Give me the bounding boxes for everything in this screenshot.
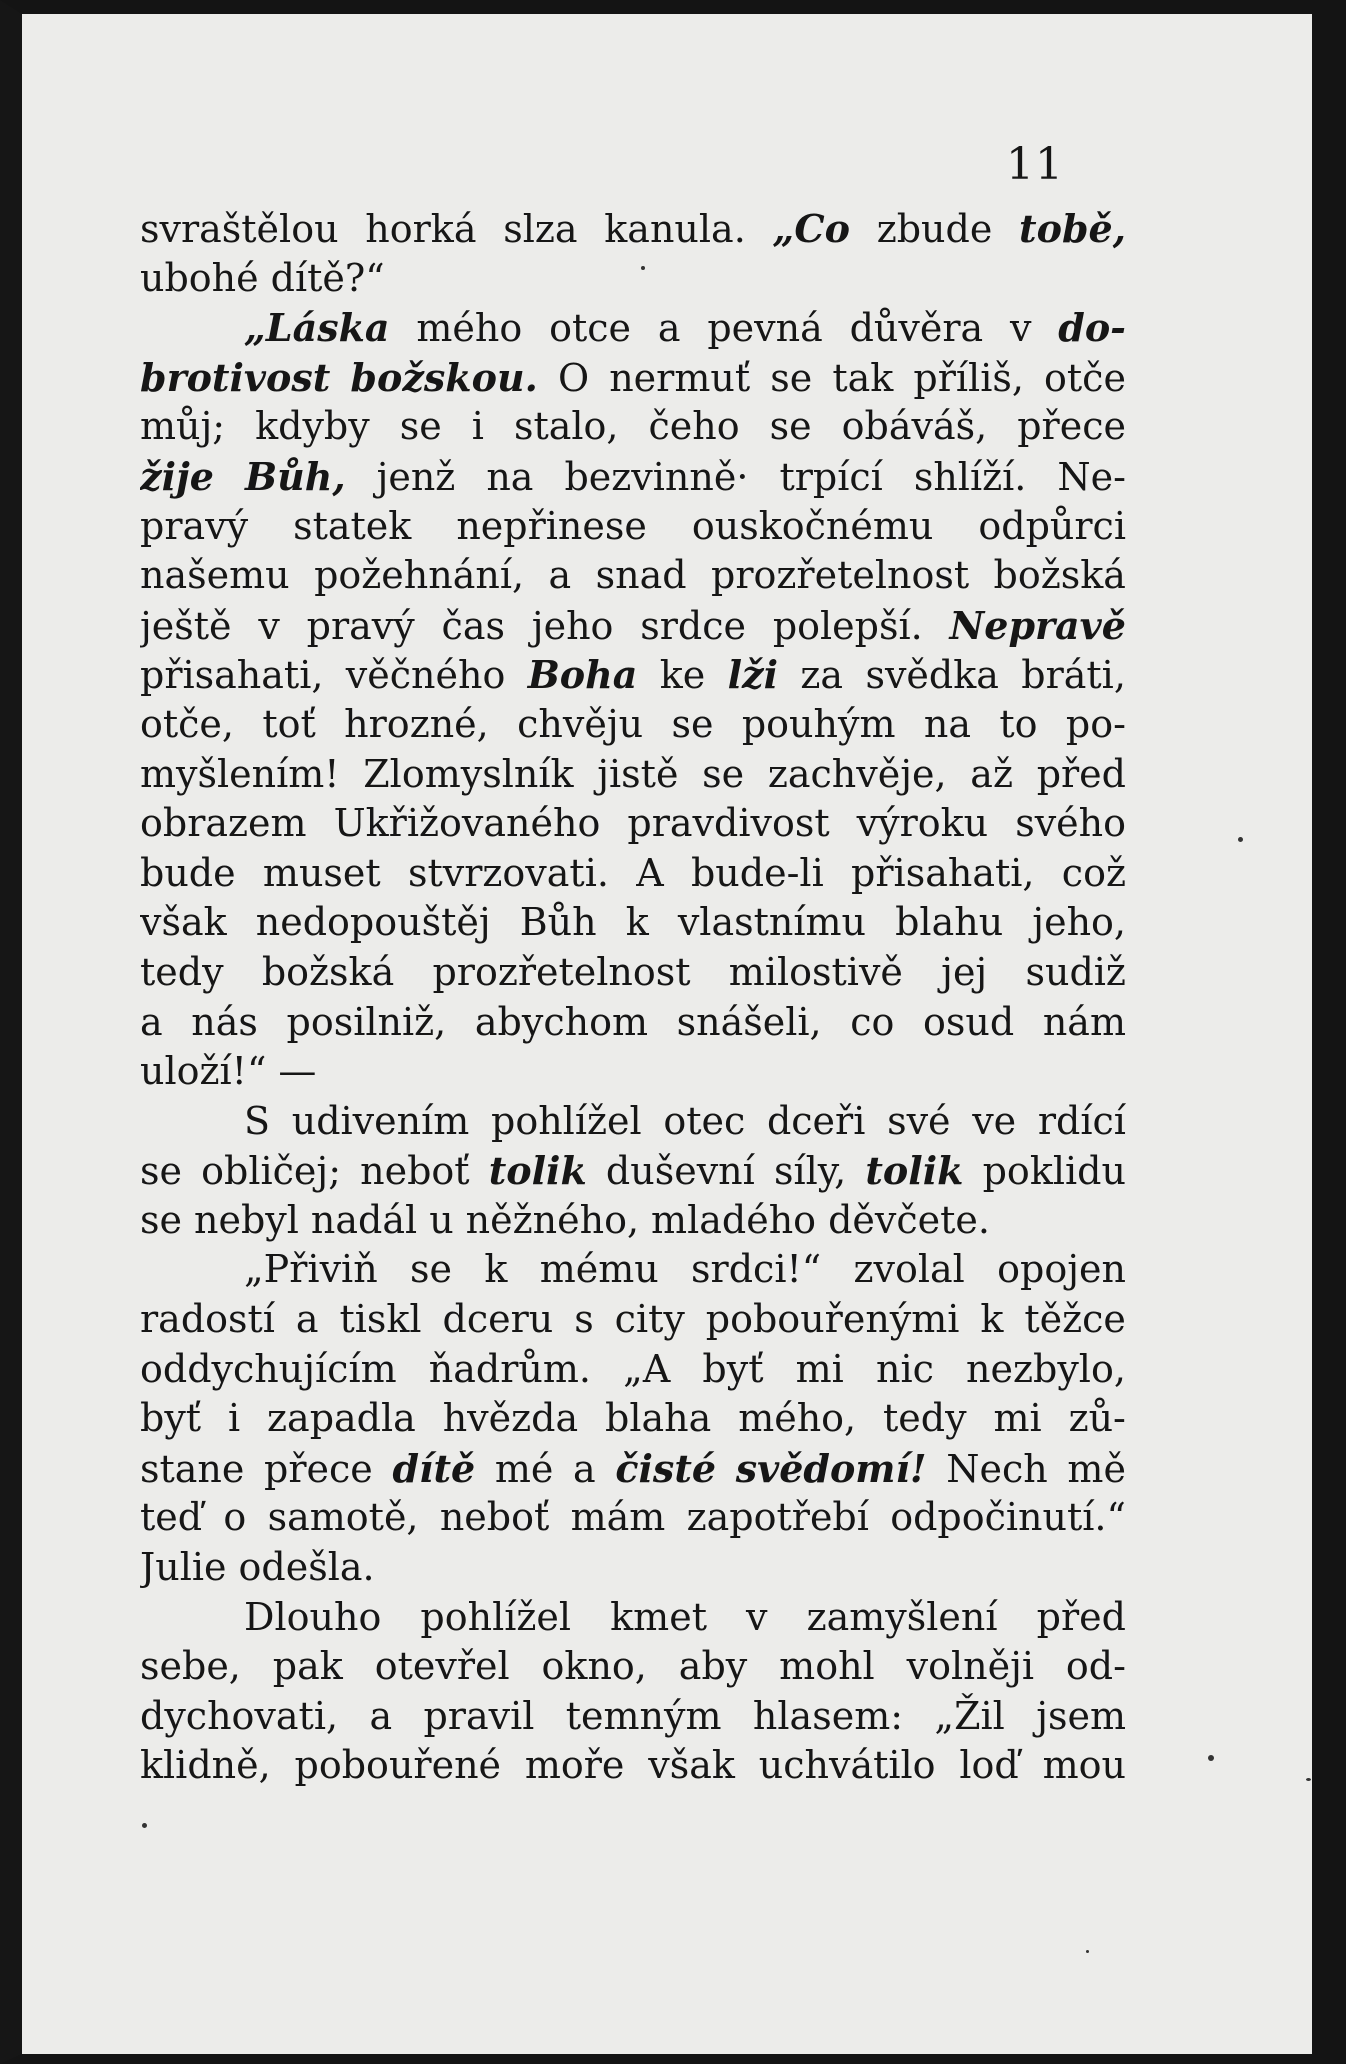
word: dceru — [442, 1297, 554, 1342]
word: přisahati, — [140, 653, 324, 698]
word: obáváš, — [841, 404, 988, 449]
word: udivením — [291, 1098, 470, 1143]
word: i — [227, 1396, 241, 1441]
word: samotě, — [267, 1495, 419, 1540]
word: zbude — [876, 207, 993, 251]
word: nermuť — [609, 355, 751, 400]
word: lži — [727, 652, 779, 698]
word: Boha — [527, 652, 638, 698]
word: až — [970, 751, 1013, 796]
word: srdci!“ — [691, 1247, 822, 1292]
word: se — [770, 355, 813, 400]
word: před — [1036, 751, 1126, 796]
word: zapadla — [267, 1396, 416, 1441]
word: posilniž, — [286, 999, 447, 1044]
text-line — [140, 303, 1126, 353]
word: tak — [832, 355, 894, 400]
word: těžce — [1024, 1297, 1126, 1342]
word: stalo, — [513, 404, 619, 449]
word: mi — [993, 1396, 1042, 1441]
word: volněji — [906, 1644, 1035, 1689]
word: — — [278, 1049, 317, 1094]
word: dítě — [392, 1445, 476, 1491]
word: a — [573, 1446, 596, 1491]
word: polepší. — [772, 603, 923, 648]
word: ňadrům. — [428, 1346, 591, 1391]
word: hrozné, — [344, 701, 489, 746]
word: jej — [941, 949, 988, 994]
text-line — [140, 1642, 1126, 1692]
text-line — [140, 1245, 1126, 1295]
word: mě — [1067, 1446, 1126, 1491]
text-line — [140, 898, 1126, 948]
word: pouhým — [741, 701, 896, 746]
word: do- — [1058, 305, 1126, 351]
word: Zlomyslník — [363, 751, 574, 796]
word: něžného, — [465, 1197, 640, 1242]
word: božskou. — [350, 354, 538, 400]
word: teď — [140, 1495, 203, 1540]
word: mou — [1042, 1743, 1126, 1788]
word: k — [625, 900, 649, 945]
word: Dlouho — [244, 1594, 382, 1639]
word: ve — [972, 1098, 1017, 1143]
text-line — [140, 700, 1126, 750]
word: se — [702, 751, 745, 796]
word: tiskl — [339, 1297, 422, 1342]
word: okno, — [541, 1644, 647, 1689]
word: jeho — [531, 603, 614, 648]
word: radostí — [140, 1297, 275, 1342]
word: a — [295, 1297, 319, 1342]
word: „Láska — [244, 305, 390, 351]
word: svého — [1015, 801, 1126, 846]
word: v — [258, 603, 280, 648]
word: mladého — [651, 1197, 817, 1242]
word: dceři — [766, 1098, 866, 1143]
page-number: 11 — [1006, 139, 1064, 190]
word: city — [614, 1297, 685, 1342]
word: u — [429, 1197, 454, 1242]
word: zvolal — [853, 1247, 965, 1292]
word: po- — [1065, 701, 1126, 746]
word: s — [574, 1297, 594, 1342]
word: můj; — [140, 404, 226, 449]
word: důvěra — [849, 306, 984, 351]
word: kanula. — [604, 207, 746, 251]
word: od- — [1065, 1644, 1126, 1689]
text-line — [140, 502, 1126, 552]
word: otevřel — [374, 1644, 510, 1689]
word: otce — [549, 306, 631, 351]
text-line — [140, 1295, 1126, 1345]
word: blahu — [895, 900, 1004, 945]
word: uchvátilo — [758, 1743, 936, 1788]
word: mého — [416, 306, 523, 351]
word: trpící — [779, 454, 883, 499]
word: mohl — [779, 1644, 875, 1689]
word: božská — [993, 553, 1126, 598]
word: „Žil — [934, 1693, 1005, 1738]
word: a — [548, 553, 572, 598]
word: horká — [365, 207, 477, 251]
word: Julie — [140, 1545, 227, 1590]
word: obrazem — [140, 801, 307, 846]
word: zapotřebí — [686, 1495, 869, 1540]
word: vlastnímu — [677, 900, 867, 945]
text-line — [140, 353, 1126, 403]
text-line — [140, 750, 1126, 800]
text-line — [140, 1345, 1126, 1395]
word: statek — [293, 503, 412, 548]
word: a — [657, 306, 681, 351]
word: stane — [140, 1446, 245, 1491]
word: v — [1009, 306, 1032, 351]
word: temným — [565, 1693, 722, 1738]
word: ještě — [140, 603, 232, 648]
word: byť — [702, 1346, 764, 1391]
word: pobouřenými — [705, 1297, 960, 1342]
word: pohlížel — [491, 1098, 642, 1143]
word: na — [486, 454, 534, 499]
text-line — [140, 254, 1126, 304]
word: kdyby — [255, 404, 370, 449]
word: toť — [262, 701, 316, 746]
word: jistě — [597, 751, 679, 796]
word: přece — [264, 1446, 373, 1491]
text-line — [140, 1047, 1126, 1097]
word: dychovati, — [140, 1693, 339, 1738]
word: otče, — [140, 701, 234, 746]
word: své — [887, 1098, 951, 1143]
word: jsem — [1036, 1693, 1126, 1738]
word: Bůh — [519, 900, 597, 945]
word: bude — [140, 850, 236, 895]
word: nepřinese — [456, 503, 647, 548]
word: dítě?“ — [270, 255, 385, 300]
word: zamyšlení — [806, 1594, 998, 1639]
word: ubohé — [140, 255, 259, 300]
word: pevná — [707, 306, 823, 351]
text-line — [140, 601, 1126, 651]
word: přece — [1017, 404, 1126, 449]
word: i — [471, 404, 484, 449]
word: čeho — [648, 404, 740, 449]
word: jenž — [376, 454, 456, 499]
text-line — [140, 1097, 1126, 1147]
word: čas — [441, 603, 505, 648]
word: otče — [1044, 355, 1126, 400]
word: se — [140, 1149, 182, 1194]
word: Ukřižovaného — [333, 801, 601, 846]
word: milostivě — [728, 949, 903, 994]
word: tolik — [865, 1148, 964, 1194]
word: mé — [494, 1446, 554, 1491]
word: pravdivost — [627, 801, 830, 846]
word: před — [1036, 1594, 1126, 1639]
word: bude-li — [690, 850, 824, 895]
word: což — [1061, 850, 1126, 895]
text-line — [140, 1444, 1126, 1494]
scan-speck — [142, 1823, 147, 1828]
word: kmet — [610, 1594, 707, 1639]
word: osud — [923, 999, 1015, 1044]
word: neboť — [360, 1149, 470, 1194]
word: nadál — [310, 1197, 418, 1242]
word: loď — [959, 1743, 1019, 1788]
word: se — [671, 701, 714, 746]
word: bráti, — [1021, 653, 1126, 698]
word: brotivost — [140, 354, 331, 400]
word: pravý — [306, 603, 415, 648]
text-line — [140, 551, 1126, 601]
word: v — [746, 1594, 768, 1639]
word: byť — [140, 1396, 202, 1441]
word: síly, — [773, 1149, 847, 1194]
word: „Přiviň — [244, 1247, 378, 1292]
word: shlíží. — [913, 454, 1027, 499]
word: nás — [191, 999, 258, 1044]
word: pravil — [423, 1693, 535, 1738]
scan-speck — [1238, 837, 1243, 842]
word: děvčete. — [828, 1197, 990, 1242]
word: nám — [1042, 999, 1126, 1044]
text-line — [140, 998, 1126, 1048]
word: Ne- — [1057, 454, 1126, 499]
word: a — [140, 999, 163, 1044]
word: přisahati, — [851, 850, 1035, 895]
word: „A — [623, 1346, 671, 1391]
word: to — [999, 701, 1038, 746]
word: našemu — [140, 553, 290, 598]
word: bezvinně· — [564, 454, 749, 499]
word: S — [244, 1098, 271, 1143]
scan-speck — [1208, 1755, 1214, 1761]
text-line — [140, 948, 1126, 998]
scan-speck — [641, 266, 645, 270]
word: sebe, — [140, 1644, 241, 1689]
word: rdící — [1037, 1098, 1126, 1143]
text-line — [140, 1741, 1126, 1791]
word: neboť — [439, 1495, 550, 1540]
word: muset — [262, 850, 381, 895]
word: sudiž — [1025, 949, 1126, 994]
word: věčného — [345, 653, 506, 698]
word: aby — [678, 1644, 748, 1689]
text-line — [140, 849, 1126, 899]
word: pobouřené — [294, 1743, 502, 1788]
word: svraštělou — [140, 207, 339, 251]
word: mému — [539, 1247, 659, 1292]
word: prozřetelnost — [432, 949, 691, 994]
word: nic — [875, 1346, 934, 1391]
word: nebyl — [194, 1197, 299, 1242]
word: odpůrci — [978, 503, 1126, 548]
word: klidně, — [140, 1743, 271, 1788]
word: „Co — [772, 206, 850, 251]
word: oddychujícím — [140, 1346, 397, 1391]
text-line — [140, 402, 1126, 452]
word: uloží!“ — [140, 1049, 267, 1094]
text-line — [140, 204, 1126, 254]
word: výroku — [856, 801, 989, 846]
word: však — [140, 900, 227, 945]
word: mám — [570, 1495, 666, 1540]
word: žije — [140, 453, 214, 499]
word: obličej; — [201, 1149, 341, 1194]
word: nedopouštěj — [255, 900, 491, 945]
word: svědomí! — [735, 1445, 927, 1491]
word: stvrzovati. — [408, 850, 609, 895]
word: poklidu — [982, 1149, 1126, 1194]
word: tedy — [883, 1396, 967, 1441]
word: se — [140, 1197, 182, 1242]
word: Nepravě — [949, 602, 1126, 648]
word: příliš, — [913, 355, 1024, 400]
word: jeho, — [1032, 900, 1126, 945]
word: tobě, — [1019, 206, 1126, 251]
word: zů- — [1068, 1396, 1126, 1441]
word: nezbylo, — [966, 1346, 1126, 1391]
text-line — [140, 1394, 1126, 1444]
word: tedy — [140, 949, 224, 994]
word: se — [410, 1247, 452, 1292]
word: pohlížel — [420, 1594, 572, 1639]
word: k — [980, 1297, 1004, 1342]
page-text — [140, 204, 1126, 1844]
word: požehnání, — [314, 553, 525, 598]
word: otec — [663, 1098, 746, 1143]
word: Bůh, — [244, 453, 346, 499]
word: opojen — [997, 1247, 1126, 1292]
word: se — [769, 404, 812, 449]
text-line — [140, 799, 1126, 849]
text-line — [140, 650, 1126, 700]
word: moře — [524, 1743, 625, 1788]
scan-speck — [1086, 1950, 1089, 1953]
word: a — [369, 1693, 393, 1738]
text-line — [140, 1146, 1126, 1196]
word: myšlením! — [140, 751, 340, 796]
text-line — [140, 452, 1126, 502]
word: čisté — [615, 1445, 717, 1491]
text-line — [140, 1196, 1126, 1246]
word: O — [557, 355, 590, 400]
text-line — [140, 1493, 1126, 1543]
word: Nech — [946, 1446, 1048, 1491]
word: chvěju — [517, 701, 644, 746]
word: duševní — [605, 1149, 755, 1194]
word: božská — [261, 949, 395, 994]
word: hvězda — [442, 1396, 579, 1441]
word: se — [399, 404, 442, 449]
word: slza — [503, 207, 578, 251]
word: ouskočnému — [691, 503, 934, 548]
text-line — [140, 1692, 1126, 1742]
word: prozřetelnost — [711, 553, 970, 598]
word: zachvěje, — [767, 751, 947, 796]
word: tolik — [488, 1148, 587, 1194]
word: A — [636, 850, 664, 895]
word: pravý — [140, 503, 249, 548]
word: mi — [795, 1346, 844, 1391]
scan-speck — [1306, 1778, 1311, 1781]
word: snášeli, — [676, 999, 822, 1044]
word: o — [223, 1495, 247, 1540]
word: za — [800, 653, 844, 698]
word: k — [484, 1247, 508, 1292]
word: blaha — [605, 1396, 712, 1441]
word: však — [648, 1743, 735, 1788]
word: co — [850, 999, 895, 1044]
word: odešla. — [238, 1545, 375, 1590]
word: mého, — [738, 1396, 857, 1441]
text-line — [140, 1543, 1126, 1593]
text-line — [140, 1593, 1126, 1643]
word: hlasem: — [752, 1693, 904, 1738]
word: odpočinutí.“ — [890, 1495, 1126, 1540]
word: svědka — [865, 653, 999, 698]
word: snad — [595, 553, 687, 598]
word: srdce — [640, 603, 746, 648]
word: pak — [272, 1644, 343, 1689]
word: ke — [659, 653, 706, 698]
word: abychom — [474, 999, 648, 1044]
word: na — [923, 701, 972, 746]
